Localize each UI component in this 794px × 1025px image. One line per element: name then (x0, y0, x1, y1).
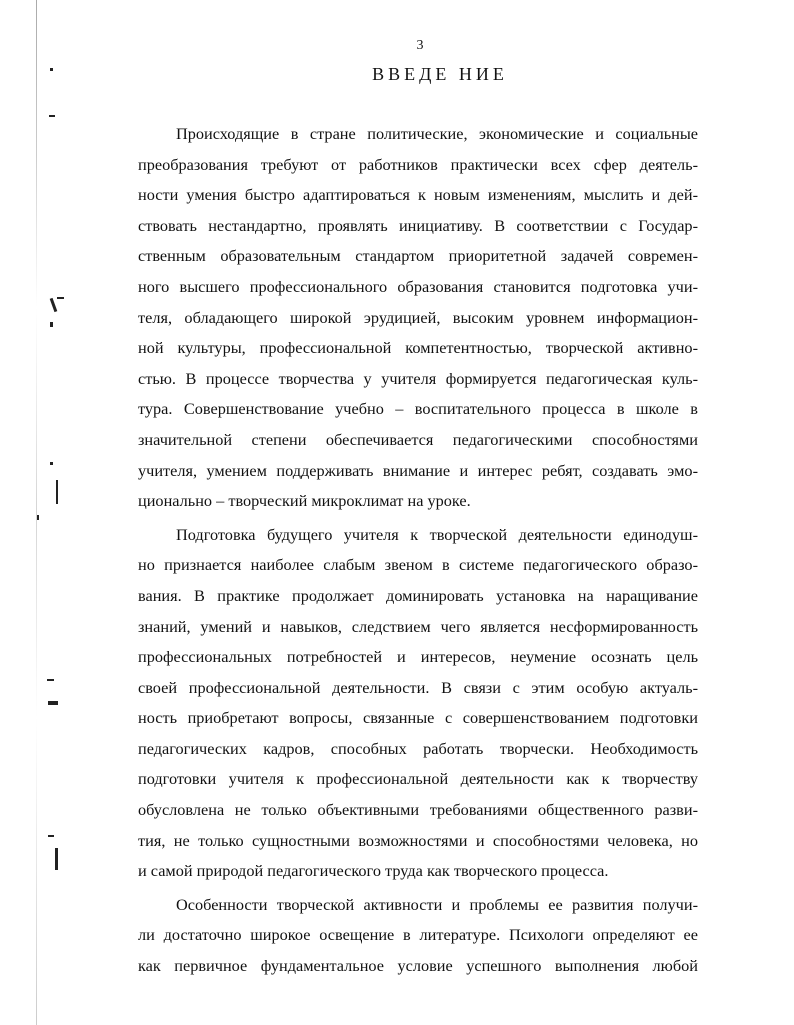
scan-mark (50, 322, 53, 327)
text-line: учителя, умением поддерживать внимание и интерес ребят, создавать эмо- (138, 460, 698, 480)
text-line: Подготовка будущего учителя к творческой деятельности единодуш- (176, 524, 698, 544)
text-line: как первичное фундаментальное условие успешного выполнения любой (138, 956, 698, 976)
section-heading: ВВЕДЕ НИЕ (372, 64, 508, 84)
text-line: ли достаточно широкое освещение в литературе. Психологи определяют ее (138, 925, 698, 945)
paragraph-3 (138, 890, 698, 982)
paragraph-1 (138, 119, 698, 517)
text-line: тия, не только сущностными возможностями и способностями человека, но (138, 830, 698, 850)
text-line: но признается наиболее слабым звеном в системе педагогического образо- (138, 555, 698, 575)
scan-mark (48, 835, 54, 837)
text-line: подготовки учителя к профессиональной деятельности как к творчеству (138, 769, 698, 789)
text-line: Происходящие в стране политические, экономические и социальные (176, 124, 698, 143)
scan-mark (37, 515, 39, 520)
text-line: значительной степени обеспечивается педагогическими способностями (138, 429, 698, 449)
scan-mark (50, 298, 58, 312)
text-line: ционально – творческий микроклимат на уроке. (138, 491, 471, 511)
text-line: ного высшего профессионального образования становится подготовка учи- (138, 276, 698, 296)
text-line: ности умения быстро адаптироваться к новым изменениям, мыслить и дей- (138, 185, 698, 205)
scan-mark (55, 848, 58, 870)
text-line: стью. В процессе творчества у учителя формируется педагогическая куль- (138, 368, 698, 388)
text-line: своей профессиональной деятельности. В связи с этим особую актуаль- (138, 677, 698, 697)
text-line: профессиональных потребностей и интересов, неумение осознать цель (138, 647, 698, 667)
text-line: и самой природой педагогического труда как творческого процесса. (138, 861, 609, 881)
text-line: обусловлена не только объективными требованиями общественного разви- (138, 800, 698, 820)
text-line: Особенности творческой активности и проблемы ее развития получи- (176, 894, 698, 914)
body-text (138, 119, 698, 982)
text-line: тура. Совершенствование учебно – воспитательного процесса в школе в (138, 399, 698, 419)
scan-mark (50, 462, 53, 465)
text-line: ствовать нестандартно, проявлять инициативу. В соответствии с Государ- (138, 215, 698, 235)
scan-mark (56, 480, 58, 504)
text-line: преобразования требуют от работников практически всех сфер деятель- (138, 154, 698, 174)
scan-mark (57, 297, 64, 299)
text-line: ность приобретают вопросы, связанные с совершенствованием подготовки (138, 708, 698, 728)
text-line: ной культуры, профессиональной компетентностью, творческой активно- (138, 338, 698, 358)
scan-mark (47, 679, 54, 681)
scan-edge-artifact (36, 0, 37, 1025)
scan-mark (49, 115, 55, 117)
text-line: знаний, умений и навыков, следствием чего является несформированность (138, 616, 698, 636)
scan-mark (48, 701, 58, 705)
text-line: педагогических кадров, способных работать творчески. Необходимость (138, 738, 698, 758)
text-line: теля, обладающего широкой эрудицией, высоким уровнем информацион- (138, 307, 698, 327)
page-number: 3 (416, 38, 424, 53)
paragraph-2 (138, 520, 698, 887)
text-line: ственным образовательным стандартом приоритетной задачей современ- (138, 246, 698, 266)
text-line: вания. В практике продолжает доминировать установка на наращивание (138, 585, 698, 605)
